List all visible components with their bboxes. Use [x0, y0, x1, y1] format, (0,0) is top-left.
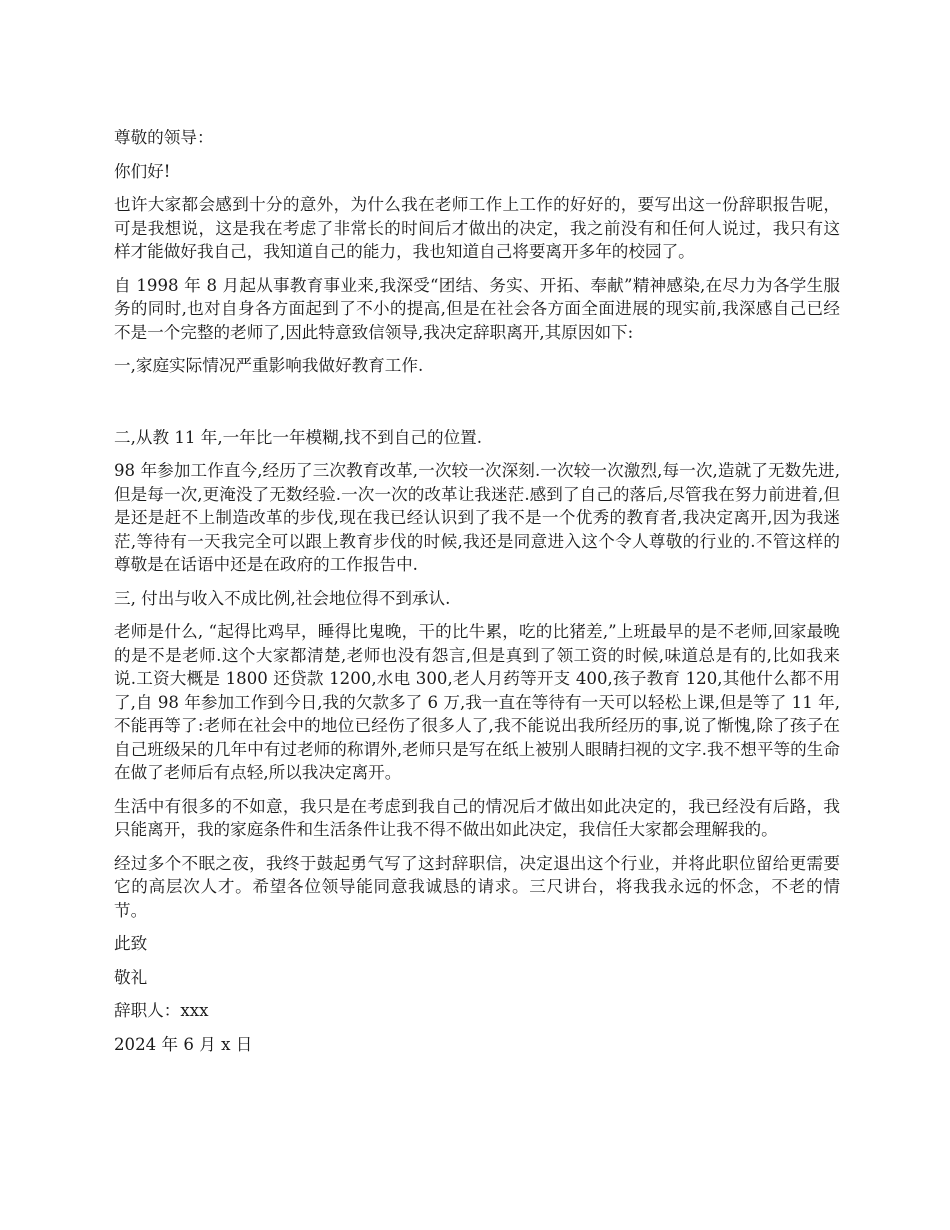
greeting: 你们好! [114, 161, 171, 181]
resignation-letter [114, 126, 840, 1066]
body-paragraph-decision: 生活中有很多的不如意，我只是在考虑到我自己的情况后才做出如此决定的，我已经没有后路，我只能离开，我的家庭条件和生活条件让我不得不做出如此决定，我信任大家都会理解我的。 [114, 796, 840, 839]
body-paragraph-intro: 也许大家都会感到十分的意外，为什么我在老师工作上工作的好好的，要写出这一份辞职报告呢，可是我想说，这是我在考虑了非常长的时间后才做出的决定，我之前没有和任何人说过，我只有这样才能做好我自己，我知道自己的能力，我也知道自己将要离开多年的校园了。 [114, 195, 840, 261]
signature: 辞职人：xxx [114, 1001, 209, 1020]
date: 2024 年 6 月 x 日 [114, 1034, 253, 1054]
closing-line-1: 此致 [114, 934, 148, 953]
reason-two-heading: 二,从教 11 年,一年比一年模糊,找不到自己的位置. [114, 427, 483, 447]
blank-spacer [114, 388, 840, 426]
body-paragraph-conclusion: 经过多个不眠之夜，我终于鼓起勇气写了这封辞职信，决定退出这个行业，并将此职位留给更需要它的高层次人才。希望各位领导能同意我诚恳的请求。三尺讲台，将我我永远的怀念，不老的情节。 [114, 853, 840, 920]
reason-one-heading: 一,家庭实际情况严重影响我做好教育工作. [114, 356, 424, 375]
reason-three-heading: 三, 付出与收入不成比例,社会地位得不到承认. [114, 588, 451, 608]
reason-three-detail: 老师是什么, “起得比鸡早，睡得比鬼晚，干的比牛累，吃的比猪差,”上班最早的是不老师,回家最晚的是不是老师.这个大家都清楚,老师也没有怨言,但是真到了领工资的时候,味道总是有的,比如我来说.工资大概是 1800 还贷款 1200,水电 300,老人月药等开支 400,孩子教育 120,其他什么都不用了,自 98 年参加工作到今日,我的欠款多了 6 万,我一直在等待有一天可以轻松上课,但是等了 11 年,不能再等了:老师在社会中的地位已经伤了很多人了,我不能说出我所经历的事,说了惭愧,除了孩子在自己班级呆的几年中有过老师的称谓外,老师只是写在纸上被别人眼睛扫视的文字.我不想平等的生命在做了老师后有点轻,所以我决定离开。 [114, 622, 840, 782]
reason-two-detail: 98 年参加工作直今,经历了三次教育改革,一次较一次深刻.一次较一次激烈,每一次,造就了无数先进,但是每一次,更淹没了无数经验.一次一次的改革让我迷茫.感到了自己的落后,尽管我在努力前进着,但是还是赶不上制造改革的步伐,现在我已经认识到了我不是一个优秀的教育者,我决定离开,因为我迷茫,等待有一天我完全可以跟上教育步伐的时候,我还是同意进入这个令人尊敬的行业的.不管这样的尊敬是在话语中还是在政府的工作报告中. [114, 461, 840, 574]
closing-line-2: 敬礼 [114, 967, 148, 987]
body-paragraph-background: 自 1998 年 8 月起从事教育事业来,我深受“团结、务实、开拓、奉献”精神感染,在尽力为各学生服务的同时,也对自身各方面起到了不小的提高,但是在社会各方面全面进展的现实前,我深感自己已经不是一个完整的老师了,因此特意致信领导,我决定辞职离开,其原因如下: [114, 275, 840, 342]
salutation: 尊敬的领导： [114, 128, 214, 147]
